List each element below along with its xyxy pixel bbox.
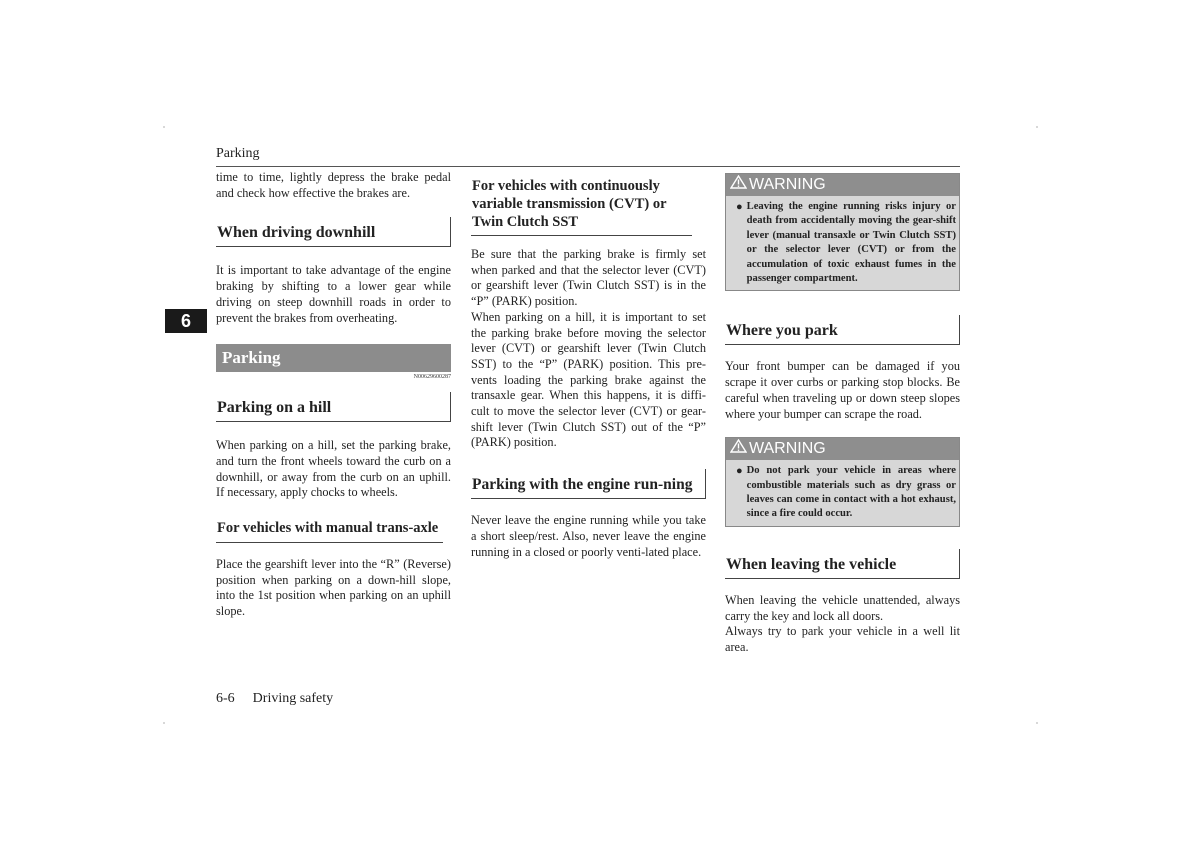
leaving-paragraph-1: When leaving the vehicle unattended, always carry the key and lock all doors. xyxy=(725,592,960,623)
cvt-paragraph-2: When parking on a hill, it is important to set the parking brake before moving the selector lever (CVT) or gearshift lever (Twin Clutch SST) to the “P” (PARK) position. This pre-vents loading the parking brake against the transaxle gear. When this happens, it is diffi-cult to move the selector lever (CVT) or gear-shift lever (Twin Clutch SST) out of the “P” (PARK) position. xyxy=(471,309,706,450)
column-left xyxy=(216,170,451,620)
warning-text: Leaving the engine running risks injury or death from accidentally moving the gear-shift lever (manual transaxle or Twin Clutch SST) or the selector lever (CVT) or from the accumulation of toxic exhaust fumes in the passenger compartment. xyxy=(746,201,956,285)
warning-text: Do not park your vehicle in areas where combustible materials such as dry grass or leaves can come in contact with a hot exhaust, since a fire could occur. xyxy=(746,465,956,520)
warning-label: WARNING xyxy=(749,176,826,193)
running-header: Parking xyxy=(216,146,260,161)
heading-manual-transaxle: For vehicles with manual trans-axle xyxy=(216,517,443,543)
section-code: N00629600287 xyxy=(413,374,451,381)
heading-cvt: For vehicles with continuously variable transmission (CVT) or Twin Clutch SST xyxy=(471,175,692,236)
bullet-icon: ● xyxy=(736,465,743,478)
heading-parking-on-hill: Parking on a hill xyxy=(216,392,451,422)
column-right xyxy=(725,173,960,656)
leaving-paragraph-2: Always try to park your vehicle in a well lit area. xyxy=(725,624,960,654)
warning-header xyxy=(726,438,959,460)
downhill-paragraph: It is important to take advantage of the engine braking by shifting to a lower gear while driving on steep downhill roads in order to prevent the brakes from overheating. xyxy=(216,263,451,325)
heading-engine-running: Parking with the engine run-ning xyxy=(471,469,706,499)
where-paragraph: Your front bumper can be damaged if you scrape it over curbs or parking stop blocks. Be careful when traveling up or down steep slopes where your bumper can scrape the road. xyxy=(725,359,960,421)
crop-mark xyxy=(163,722,165,724)
header-divider xyxy=(216,166,960,167)
page-number: 6-6 xyxy=(216,691,235,706)
heading-leaving-vehicle: When leaving the vehicle xyxy=(725,549,960,579)
heading-driving-downhill: When driving downhill xyxy=(216,217,451,247)
warning-header xyxy=(726,174,959,196)
page-footer xyxy=(216,691,333,707)
bullet-icon: ● xyxy=(736,201,743,213)
crop-mark xyxy=(1036,126,1038,128)
hill-paragraph: When parking on a hill, set the parking brake, and turn the front wheels toward the curb on a downhill, or away from the curb on an uphill. If necessary, apply chocks to wheels. xyxy=(216,438,451,500)
engine-paragraph: Never leave the engine running while you take a short sleep/rest. Also, never leave the engine running in a closed or poorly venti-lated place. xyxy=(471,513,706,559)
column-middle xyxy=(471,175,706,560)
intro-paragraph: time to time, lightly depress the brake pedal and check how effective the brakes are. xyxy=(216,170,451,200)
warning-label: WARNING xyxy=(749,440,826,458)
chapter-tab: 6 xyxy=(165,309,207,333)
footer-section-title: Driving safety xyxy=(252,691,334,706)
crop-mark xyxy=(1036,722,1038,724)
manual-paragraph: Place the gearshift lever into the “R” (Reverse) position when parking on a down-hill slope, into the 1st position when parking on an uphill slope. xyxy=(216,557,451,619)
section-band-parking: Parking xyxy=(216,344,451,372)
cvt-paragraph-1: Be sure that the parking brake is firmly set when parked and that the selector lever (CVT) or gearshift lever (Twin Clutch SST) is in the “P” (PARK) position. xyxy=(471,247,706,309)
crop-mark xyxy=(163,126,165,128)
warning-box-fire xyxy=(725,437,960,527)
heading-where-you-park: Where you park xyxy=(725,315,960,345)
warning-triangle-icon xyxy=(730,174,747,196)
warning-triangle-icon xyxy=(730,438,747,460)
warning-box-engine xyxy=(725,173,960,291)
